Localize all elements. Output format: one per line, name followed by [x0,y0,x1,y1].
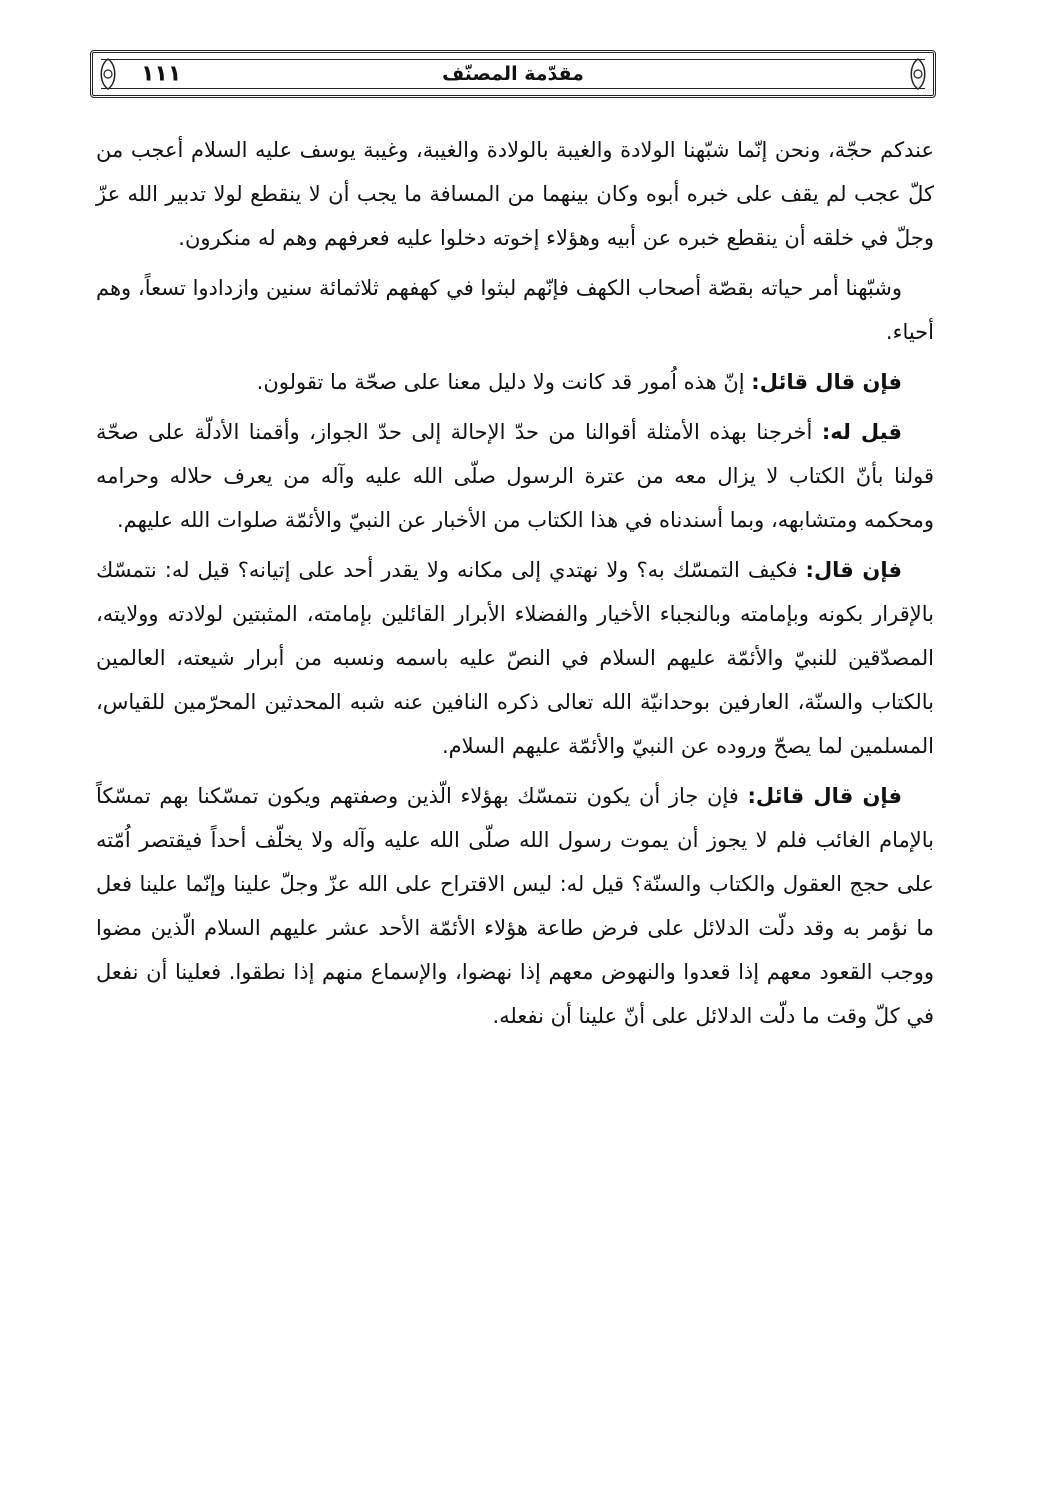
paragraph-text: عندكم حجّة، ونحن إنّما شبّهنا الولادة والغيبة بالولادة والغيبة، وغيبة يوسف عليه السلام أعجب من كلّ عجب لم يقف على خبره أبوه وكان بينهما من المسافة ما يجب أن لا ينقطع لولا تدبير الله عزّ وجلّ في خلقه أن ينقطع خبره عن أبيه وهؤلاء إخوته دخلوا عليه فعرفهم وهم له منكرون. [96,138,934,250]
paragraph-text: أخرجنا بهذه الأمثلة أقوالنا من حدّ الإحالة إلى حدّ الجواز، وأقمنا الأدلّة على صحّة قولنا بأنّ الكتاب لا يزال معه من عترة الرسول صلّى الله عليه وآله من يعرف حلاله وحرامه ومحكمه ومتشابهه، وبما أسندناه في هذا الكتاب من الأخبار عن النبيّ والأئمّة صلوات الله عليهم. [96,420,934,532]
paragraph [96,410,934,542]
paragraph [96,360,934,404]
paragraph-text: وشبّهنا أمر حياته بقصّة أصحاب الكهف فإنّهم لبثوا في كهفهم ثلاثمائة سنين وازدادوا تسعاً، وهم أحياء. [96,276,934,344]
paragraph-text: فإن جاز أن يكون نتمسّك بهؤلاء الّذين وصفتهم ويكون تمسّكنا بهم تمسّكاً بالإمام الغائب فلم لا يجوز أن يموت رسول الله صلّى الله عليه وآله ولا يخلّف أحداً فيقتصر اُمّته على حجج العقول والكتاب والسنّة؟ قيل له: ليس الاقتراح على الله عزّ وجلّ علينا وإنّما علينا فعل ما نؤمر به وقد دلّت الدلائل على فرض طاعة هؤلاء الأئمّة الأحد عشر عليهم السلام الّذين مضوا ووجب القعود معهم إذا قعدوا والنهوض معهم إذا نهضوا، والإسماع منهم إذا نطقوا. فعلينا أن نفعل في كلّ وقت ما دلّت الدلائل على أنّ علينا أن نفعله. [96,784,934,1028]
paragraph-text: فكيف التمسّك به؟ ولا نهتدي إلى مكانه ولا يقدر أحد على إتيانه؟ قيل له: نتمسّك بالإقرار بكونه وبإمامته وبالنجباء الأخيار والفضلاء الأبرار القائلين بإمامته، المثبتين لولادته وولايته، المصدّقين للنبيّ والأئمّة عليهم السلام في النصّ عليه باسمه ونسبه من أبرار شيعته، العالمين بالكتاب والسنّة، العارفين بوحدانيّة الله تعالى ذكره النافين عنه شبه المحدثين المحرّمين للقياس، المسلمين لما يصحّ وروده عن النبيّ والأئمّة عليهم السلام. [96,558,934,758]
paragraph [96,266,934,354]
paragraph [96,548,934,768]
paragraph-lead: فإن قال قائل: [747,784,903,808]
header-frame [101,59,925,89]
paragraph-text: إنّ هذه اُمور قد كانت ولا دليل معنا على صحّة ما تقولون. [256,370,752,394]
page-header [90,50,936,98]
paragraph-lead: فإن قال قائل: [751,370,902,394]
page-number: ١١١ [141,61,182,87]
body-text [96,128,934,1044]
frame-ornament-right-icon [907,57,929,91]
paragraph [96,774,934,1038]
running-title: مقدّمة المصنّف [442,63,584,85]
paragraph-lead: قيل له: [821,420,902,444]
paragraph-lead: فإن قال: [805,558,902,582]
paragraph [96,128,934,260]
